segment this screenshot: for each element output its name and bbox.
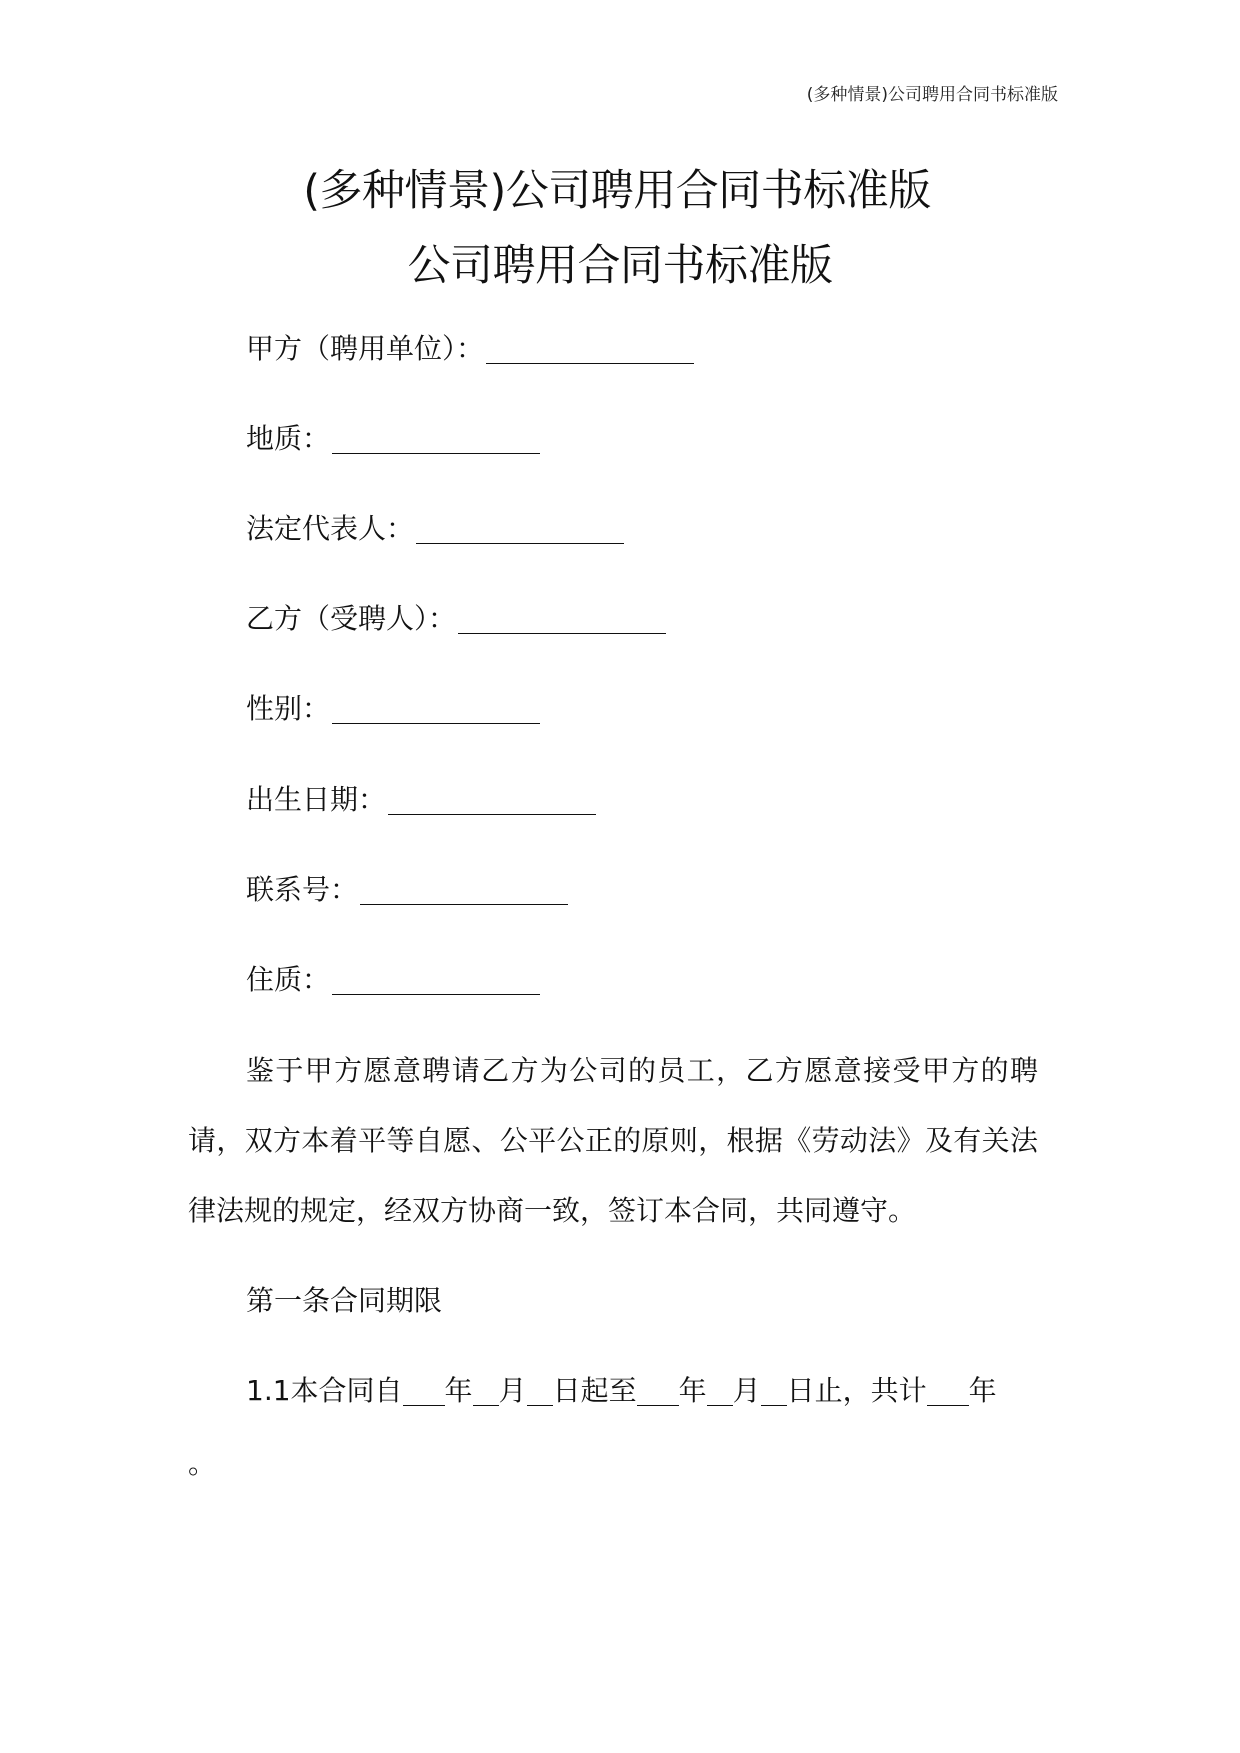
fill-in-blank (360, 878, 568, 905)
term-month: 月 (498, 1374, 527, 1407)
term-total-unit: 年 (968, 1374, 997, 1407)
term-prefix: 1.1本合同自 (246, 1374, 403, 1407)
fill-in-blank (416, 517, 624, 544)
blank-day-start (527, 1379, 553, 1406)
field-label: 住质： (246, 963, 331, 996)
article-1-heading: 第一条合同期限 (246, 1284, 443, 1317)
field-label: 法定代表人： (246, 512, 415, 545)
field-birth-date (246, 783, 596, 816)
field-residence (246, 963, 540, 996)
document-title-line-1: (多种情景)公司聘用合同书标准版 (303, 166, 931, 216)
field-label: 乙方（受聘人）： (246, 602, 457, 635)
blank-day-end (761, 1379, 787, 1406)
preamble-paragraph: 鉴于甲方愿意聘请乙方为公司的员工，乙方愿意接受甲方的聘请，双方本着平等自愿、公平公正的原则，根据《劳动法》及有关法律法规的规定，经双方协商一致，签订本合同，共同遵守。 (188, 1054, 1038, 1227)
field-party-b (246, 602, 666, 635)
fill-in-blank (458, 607, 666, 634)
field-contact (246, 873, 568, 906)
blank-year-start (403, 1379, 445, 1406)
term-day-end: 日止，共计 (786, 1374, 927, 1407)
field-label: 地质： (246, 422, 331, 455)
field-label: 性别： (246, 692, 331, 725)
term-month: 月 (732, 1374, 761, 1407)
fill-in-blank (332, 697, 540, 724)
document-title-line-2: 公司聘用合同书标准版 (407, 241, 833, 291)
field-label: 甲方（聘用单位）： (246, 332, 485, 365)
field-label: 联系号： (246, 873, 359, 906)
blank-month-start (473, 1379, 499, 1406)
field-gender (246, 692, 540, 725)
contract-term-line (246, 1374, 997, 1407)
term-end-mark: 。 (188, 1447, 217, 1480)
field-address-a (246, 422, 540, 455)
blank-total-years (927, 1379, 969, 1406)
term-year: 年 (678, 1374, 707, 1407)
term-year: 年 (444, 1374, 473, 1407)
field-label: 出生日期： (246, 783, 387, 816)
field-legal-representative (246, 512, 624, 545)
blank-month-end (707, 1379, 733, 1406)
fill-in-blank (388, 788, 596, 815)
blank-year-end (637, 1379, 679, 1406)
fill-in-blank (332, 427, 540, 454)
fill-in-blank (332, 968, 540, 995)
field-party-a (246, 332, 694, 365)
running-header: (多种情景)公司聘用合同书标准版 (806, 85, 1058, 105)
term-day-start: 日起至 (552, 1374, 637, 1407)
fill-in-blank (486, 337, 694, 364)
